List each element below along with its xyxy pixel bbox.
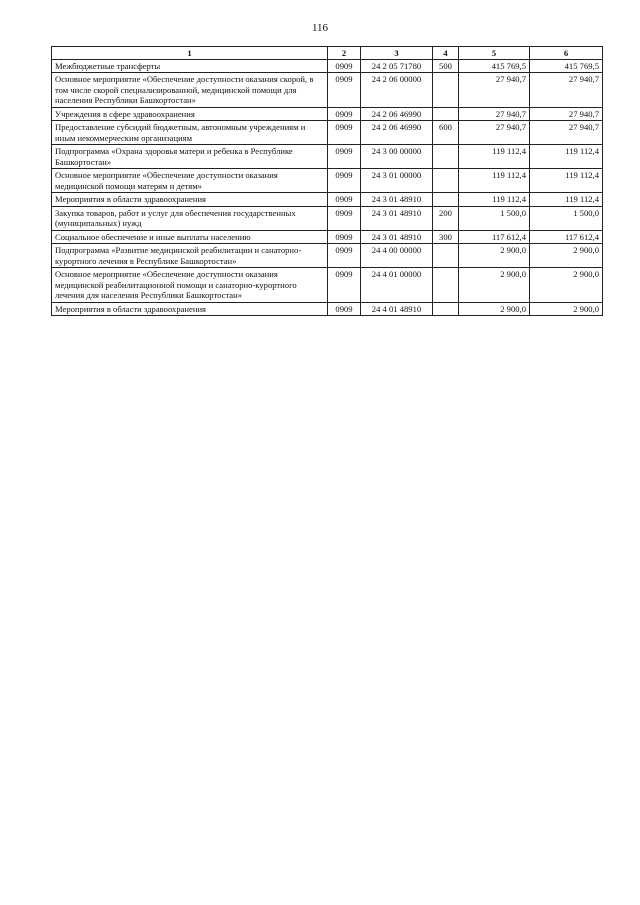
row-expense-type — [433, 302, 459, 316]
row-expense-type: 600 — [433, 121, 459, 145]
table-row — [52, 268, 603, 303]
row-amount-col5: 415 769,5 — [459, 59, 530, 73]
row-section-code: 0909 — [328, 206, 361, 230]
row-target-code: 24 2 05 71780 — [361, 59, 433, 73]
row-target-code: 24 4 01 48910 — [361, 302, 433, 316]
row-amount-col5: 27 940,7 — [459, 107, 530, 121]
row-expense-type — [433, 268, 459, 303]
row-amount-col6: 119 112,4 — [530, 169, 603, 193]
row-expense-type — [433, 169, 459, 193]
table-row — [52, 73, 603, 108]
row-amount-col6: 119 112,4 — [530, 145, 603, 169]
row-name: Подпрограмма «Охрана здоровья матери и ребенка в Республике Башкортостан» — [52, 145, 328, 169]
table-row — [52, 230, 603, 244]
row-amount-col5: 1 500,0 — [459, 206, 530, 230]
row-section-code: 0909 — [328, 230, 361, 244]
table-row — [52, 244, 603, 268]
row-section-code: 0909 — [328, 302, 361, 316]
row-amount-col5: 119 112,4 — [459, 193, 530, 207]
row-expense-type — [433, 244, 459, 268]
row-target-code: 24 3 01 00000 — [361, 169, 433, 193]
row-target-code: 24 4 00 00000 — [361, 244, 433, 268]
row-name: Мероприятия в области здравоохранения — [52, 302, 328, 316]
row-target-code: 24 3 01 48910 — [361, 206, 433, 230]
row-section-code: 0909 — [328, 145, 361, 169]
row-section-code: 0909 — [328, 268, 361, 303]
row-name: Социальное обеспечение и иные выплаты населению — [52, 230, 328, 244]
row-section-code: 0909 — [328, 73, 361, 108]
row-amount-col5: 119 112,4 — [459, 169, 530, 193]
header-cell: 1 — [52, 47, 328, 60]
header-cell: 5 — [459, 47, 530, 60]
header-cell: 2 — [328, 47, 361, 60]
row-target-code: 24 3 01 48910 — [361, 193, 433, 207]
row-amount-col6: 2 900,0 — [530, 268, 603, 303]
row-amount-col6: 119 112,4 — [530, 193, 603, 207]
row-amount-col5: 27 940,7 — [459, 73, 530, 108]
row-expense-type: 200 — [433, 206, 459, 230]
row-expense-type — [433, 145, 459, 169]
header-cell: 6 — [530, 47, 603, 60]
row-amount-col6: 117 612,4 — [530, 230, 603, 244]
row-expense-type — [433, 73, 459, 108]
table-row — [52, 107, 603, 121]
row-target-code: 24 2 06 46990 — [361, 121, 433, 145]
row-expense-type — [433, 107, 459, 121]
row-amount-col6: 27 940,7 — [530, 107, 603, 121]
table-row — [52, 302, 603, 316]
budget-table — [51, 46, 603, 316]
table-row — [52, 59, 603, 73]
row-target-code: 24 3 00 00000 — [361, 145, 433, 169]
row-target-code: 24 2 06 46990 — [361, 107, 433, 121]
row-section-code: 0909 — [328, 107, 361, 121]
row-name: Основное мероприятие «Обеспечение доступности оказания скорой, в том числе скорой специализированной, медицинской помощи для населения Республики Башкортостан» — [52, 73, 328, 108]
row-name: Подпрограмма «Развитие медицинской реабилитации и санаторно-курортного лечения в Республике Башкортостан» — [52, 244, 328, 268]
row-amount-col5: 119 112,4 — [459, 145, 530, 169]
row-amount-col6: 1 500,0 — [530, 206, 603, 230]
table-row — [52, 206, 603, 230]
row-name: Мероприятия в области здравоохранения — [52, 193, 328, 207]
header-cell: 3 — [361, 47, 433, 60]
row-name: Учреждения в сфере здравоохранения — [52, 107, 328, 121]
row-amount-col6: 415 769,5 — [530, 59, 603, 73]
row-amount-col5: 117 612,4 — [459, 230, 530, 244]
row-name: Межбюджетные трансферты — [52, 59, 328, 73]
row-section-code: 0909 — [328, 121, 361, 145]
page-number: 116 — [311, 22, 329, 34]
row-amount-col6: 2 900,0 — [530, 244, 603, 268]
table-row — [52, 193, 603, 207]
row-section-code: 0909 — [328, 193, 361, 207]
table-row — [52, 121, 603, 145]
header-cell: 4 — [433, 47, 459, 60]
row-amount-col6: 27 940,7 — [530, 121, 603, 145]
row-name: Основное мероприятие «Обеспечение доступности оказания медицинской помощи матерям и детям» — [52, 169, 328, 193]
row-target-code: 24 3 01 48910 — [361, 230, 433, 244]
row-section-code: 0909 — [328, 244, 361, 268]
row-name: Основное мероприятие «Обеспечение доступности оказания медицинской реабилитационной помощи и санаторно-курортного лечения для населения Республики Башкортостан» — [52, 268, 328, 303]
row-target-code: 24 4 01 00000 — [361, 268, 433, 303]
row-amount-col5: 2 900,0 — [459, 244, 530, 268]
header-row — [52, 47, 603, 60]
table-row — [52, 145, 603, 169]
row-amount-col5: 27 940,7 — [459, 121, 530, 145]
table-row — [52, 169, 603, 193]
row-amount-col5: 2 900,0 — [459, 302, 530, 316]
row-section-code: 0909 — [328, 59, 361, 73]
row-section-code: 0909 — [328, 169, 361, 193]
row-expense-type — [433, 193, 459, 207]
row-amount-col5: 2 900,0 — [459, 268, 530, 303]
row-expense-type: 300 — [433, 230, 459, 244]
row-name: Предоставление субсидий бюджетным, автономным учреждениям и иным некоммерческим организациям — [52, 121, 328, 145]
row-amount-col6: 27 940,7 — [530, 73, 603, 108]
row-amount-col6: 2 900,0 — [530, 302, 603, 316]
row-expense-type: 500 — [433, 59, 459, 73]
row-name: Закупка товаров, работ и услуг для обеспечения государственных (муниципальных) нужд — [52, 206, 328, 230]
row-target-code: 24 2 06 00000 — [361, 73, 433, 108]
